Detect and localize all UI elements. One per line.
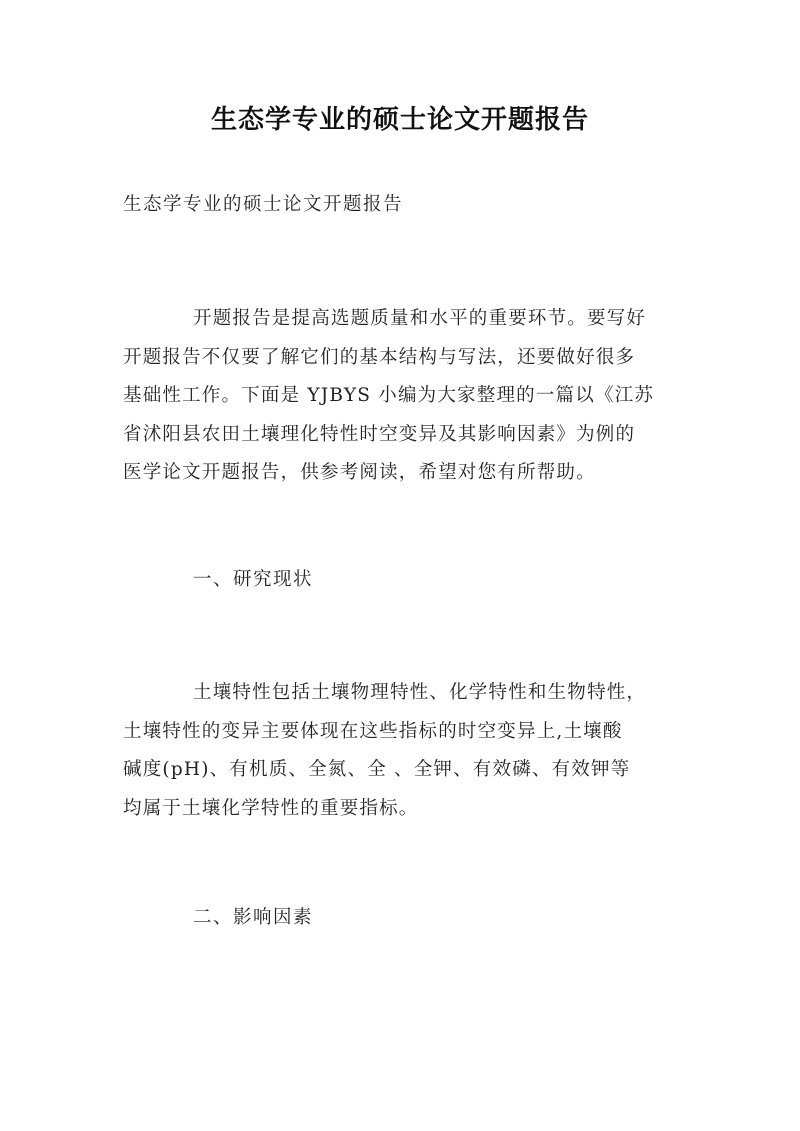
paragraph-line: 土壤特性的变异主要体现在这些指标的时空变异上,土壤酸	[123, 720, 623, 742]
document-subtitle: 生态学专业的硕士论文开题报告	[123, 194, 404, 215]
paragraph-line: 均属于土壤化学特性的重要指标。	[123, 797, 419, 819]
paragraph-line: 基础性工作。下面是 YJBYS 小编为大家整理的一篇以《江苏	[123, 385, 655, 406]
paragraph-line: 省沭阳县农田土壤理化特性时空变异及其影响因素》为例的	[123, 423, 636, 445]
section-heading-research-status: 一、研究现状	[193, 569, 314, 590]
paragraph-line: 医学论文开题报告，供参考阅读，希望对您有所帮助。	[123, 462, 596, 483]
intro-paragraph	[123, 300, 683, 493]
section-heading-influencing-factors: 二、影响因素	[193, 907, 314, 928]
paragraph-line: 开题报告不仅要了解它们的基本结构与写法，还要做好很多	[123, 346, 636, 368]
paragraph-line: 土壤特性包括土壤物理特性、化学特性和生物特性，	[193, 682, 647, 703]
research-status-paragraph	[123, 674, 683, 828]
paragraph-line: 碱度(pH)、有机质、全氮、全 、全钾、有效磷、有效钾等	[123, 759, 631, 780]
paragraph-line: 开题报告是提高选题质量和水平的重要环节。要写好	[193, 308, 647, 329]
document-title: 生态学专业的硕士论文开题报告	[210, 105, 589, 135]
